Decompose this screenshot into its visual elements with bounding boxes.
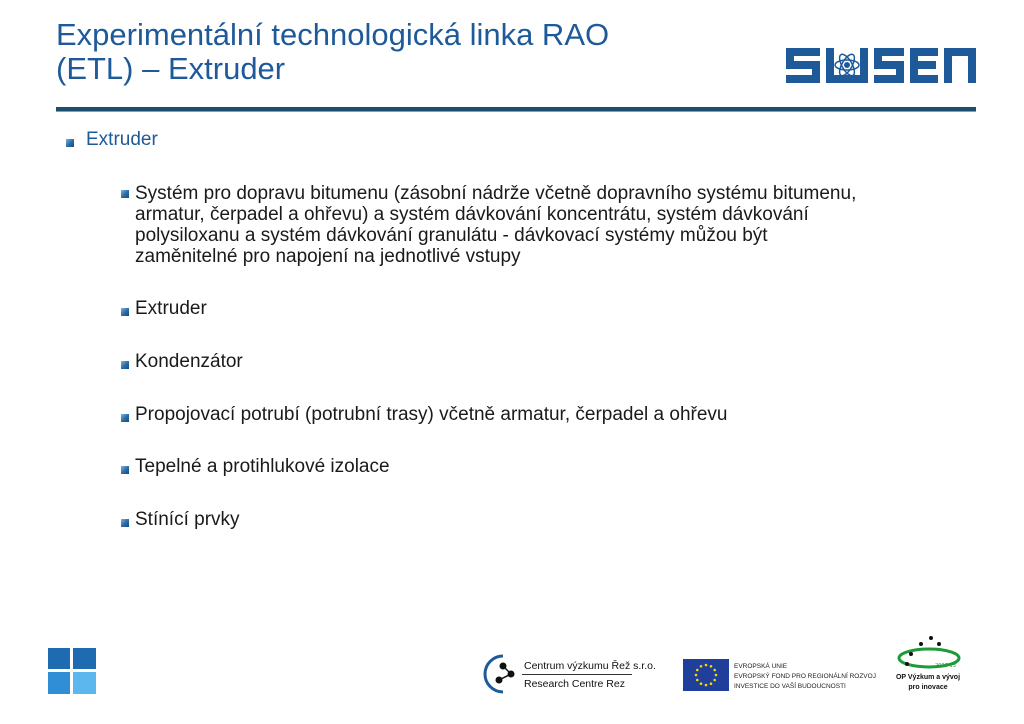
bullet-icon (121, 466, 129, 474)
bullet-item-potrubi: Propojovací potrubí (potrubní trasy) včetně armatur, čerpadel a ohřevu (135, 404, 728, 425)
paragraph-line: polysiloxanu a systém dávkování granulátu - dávkovací systémy můžou být (135, 225, 768, 246)
windows-squares-icon (48, 648, 96, 694)
op-year: 2007-13 (935, 663, 956, 669)
bullet-level1: Extruder (86, 129, 158, 150)
paragraph-line: armatur, čerpadel a ohřevu) a systém dávkování koncentrátu, systém dávkování (135, 204, 809, 225)
crr-name: Centrum výzkumu Řež s.r.o. (524, 660, 656, 672)
bullet-item-izolace: Tepelné a protihlukové izolace (135, 456, 390, 477)
op-text-line1: OP Výzkum a vývoj (895, 674, 961, 681)
bullet-icon (121, 519, 129, 527)
bullet-icon (66, 139, 74, 147)
eu-flag-icon (683, 659, 729, 691)
bullet-item-stinici: Stínící prvky (135, 509, 240, 530)
slide-title (56, 18, 756, 86)
paragraph-line: zaměnitelné pro napojení na jednotlivé vstupy (135, 246, 521, 267)
eu-text-line: EVROPSKÁ UNIE (734, 663, 788, 670)
eu-text (734, 662, 876, 692)
slide-title-line2: (ETL) – Extruder (56, 51, 286, 86)
op-text-line2: pro inovace (908, 684, 948, 691)
op-text (880, 673, 976, 693)
bullet-item-extruder: Extruder (135, 298, 207, 319)
crr-divider (522, 674, 632, 675)
eu-text-line: INVESTICE DO VAŠÍ BUDOUCNOSTI (734, 683, 846, 690)
header-rule-highlight (56, 111, 976, 112)
bullet-icon (121, 361, 129, 369)
bullet-icon (121, 308, 129, 316)
susen-logo (786, 42, 976, 88)
crr-english-name: Research Centre Rez (524, 678, 625, 690)
bullet-paragraph (135, 183, 980, 267)
bullet-icon (121, 190, 129, 198)
bullet-icon (121, 414, 129, 422)
bullet-item-kondenzator: Kondenzátor (135, 351, 243, 372)
op-vavpi-logo-icon (895, 634, 961, 674)
paragraph-line: Systém pro dopravu bitumenu (zásobní nádrže včetně dopravního systému bitumenu, (135, 183, 857, 204)
slide-title-line1: Experimentální technologická linka RAO (56, 17, 610, 52)
eu-text-line: EVROPSKÝ FOND PRO REGIONÁLNÍ ROZVOJ (734, 673, 876, 680)
